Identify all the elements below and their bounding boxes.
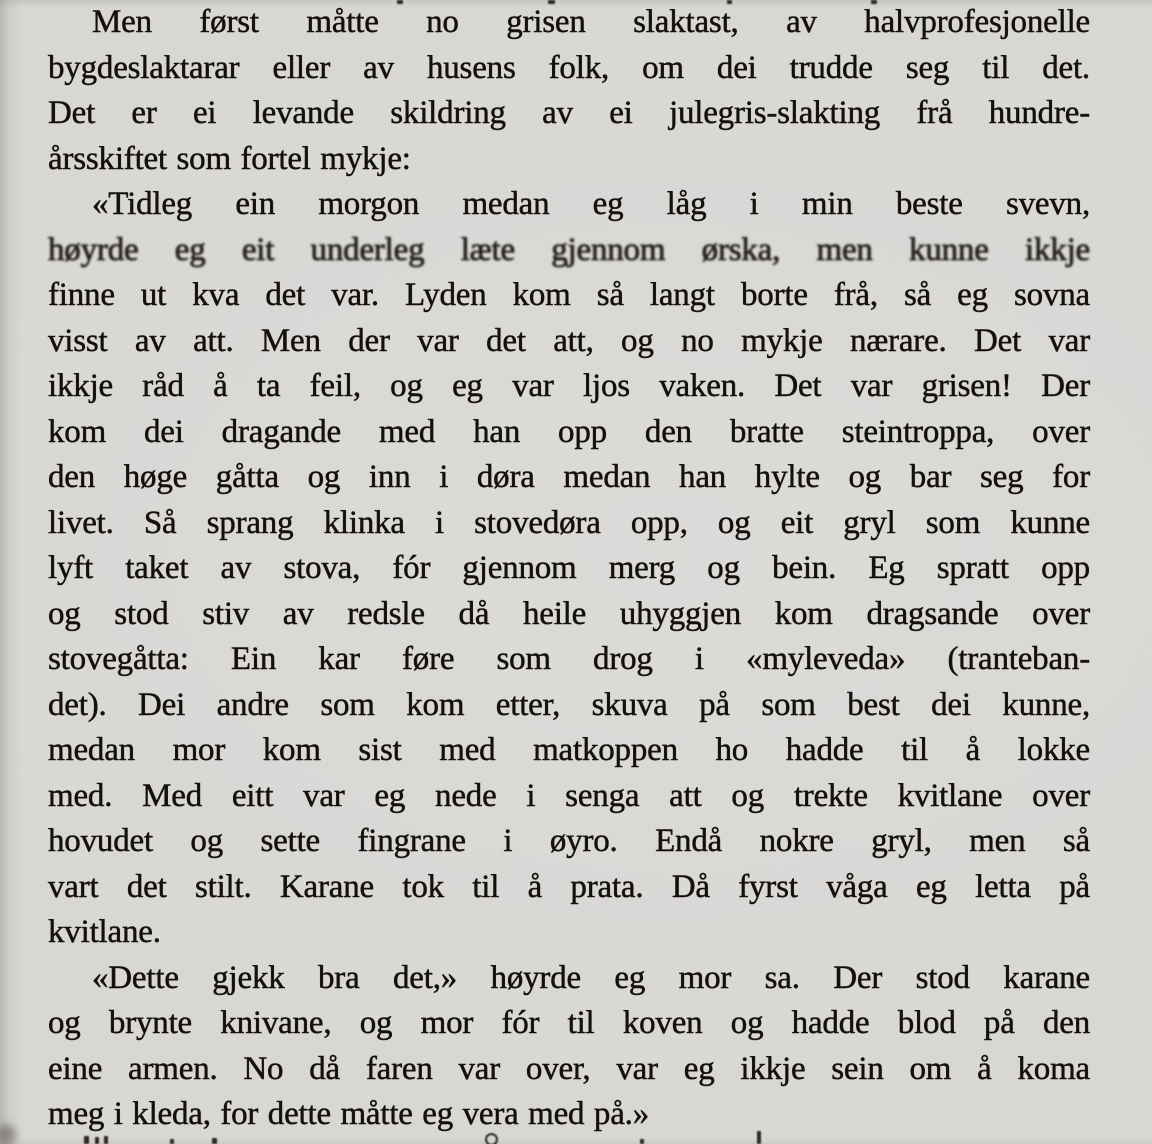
text-line: meg i kleda, for dette måtte eg vera med på.» xyxy=(48,1096,649,1132)
text-line: det). Dei andre som kom etter, skuva på som best dei kunne, xyxy=(48,686,1090,723)
text-line: den høge gåtta og inn i døra medan han hylte og bar seg for xyxy=(48,459,1090,495)
text-line: Men først måtte no grisen slaktast, av halvprofesjonelle xyxy=(92,4,1090,40)
scan-artifact xyxy=(640,1139,644,1144)
text-line: vart det stilt. Karane tok til å prata. Då fyrst våga eg letta på xyxy=(48,868,1090,905)
text-line: livet. Så sprang klinka i stovedøra opp, og eit gryl som kunne xyxy=(48,504,1090,541)
scan-artifact xyxy=(95,1137,99,1144)
text-line: stovegåtta: Ein kar føre som drog i «myleveda» (tranteban- xyxy=(48,641,1090,677)
text-line: årsskiftet som fortel mykje: xyxy=(48,140,411,177)
text-line: Det er ei levande skildring av ei julegris-slakting frå hundre- xyxy=(48,95,1090,131)
scan-artifact xyxy=(548,0,555,4)
scan-artifact xyxy=(727,0,732,4)
scan-artifact xyxy=(104,1136,108,1144)
text-line: hovudet og sette fingrane i øyro. Endå nokre gryl, men så xyxy=(48,823,1090,859)
scan-artifact xyxy=(84,1136,89,1144)
text-line: og brynte knivane, og mor fór til koven og hadde blod på den xyxy=(48,1005,1090,1041)
scan-artifact xyxy=(871,0,877,4)
scan-artifact xyxy=(170,1139,174,1144)
text-line: høyrde eg eit underleg læte gjennom ørska, men kunne ikkje xyxy=(48,231,1090,268)
text-line: lyft taket av stova, fór gjennom merg og bein. Eg spratt opp xyxy=(48,550,1090,586)
scan-artifact xyxy=(0,1124,16,1144)
text-line: eine armen. No då faren var over, var eg ikkje sein om å koma xyxy=(48,1050,1090,1087)
text-line: med. Med eitt var eg nede i senga att og trekte kvitlane over xyxy=(48,777,1090,814)
text-line: visst av att. Men der var det att, og no mykje nærare. Det var xyxy=(48,322,1090,359)
scan-artifact xyxy=(212,1138,217,1144)
text-line: kom dei dragande med han opp den bratte steintroppa, over xyxy=(48,413,1090,450)
paragraph xyxy=(48,956,1090,1138)
scan-artifact xyxy=(397,0,403,4)
text-line: kvitlane. xyxy=(48,914,161,950)
text-line: og stod stiv av redsle då heile uhyggjen kom dragsande over xyxy=(48,595,1090,632)
text-line: bygdeslaktarar eller av husens folk, om dei trudde seg til det. xyxy=(48,49,1090,86)
text-line: ikkje råd å ta feil, og eg var ljos vaken. Det var grisen! Der xyxy=(48,368,1090,404)
text-line: «Tidleg ein morgon medan eg låg i min beste svevn, xyxy=(92,186,1090,222)
text-line: «Dette gjekk bra det,» høyrde eg mor sa. Der stod karane xyxy=(92,959,1090,996)
scan-artifact xyxy=(485,1133,498,1144)
scan-artifact xyxy=(757,1131,761,1144)
paragraph xyxy=(48,0,1090,182)
text-block xyxy=(48,0,1090,1138)
paragraph xyxy=(48,182,1090,956)
text-line: medan mor kom sist med matkoppen ho hadde til å lokke xyxy=(48,732,1090,768)
text-line: finne ut kva det var. Lyden kom så langt borte frå, så eg sovna xyxy=(48,277,1090,313)
